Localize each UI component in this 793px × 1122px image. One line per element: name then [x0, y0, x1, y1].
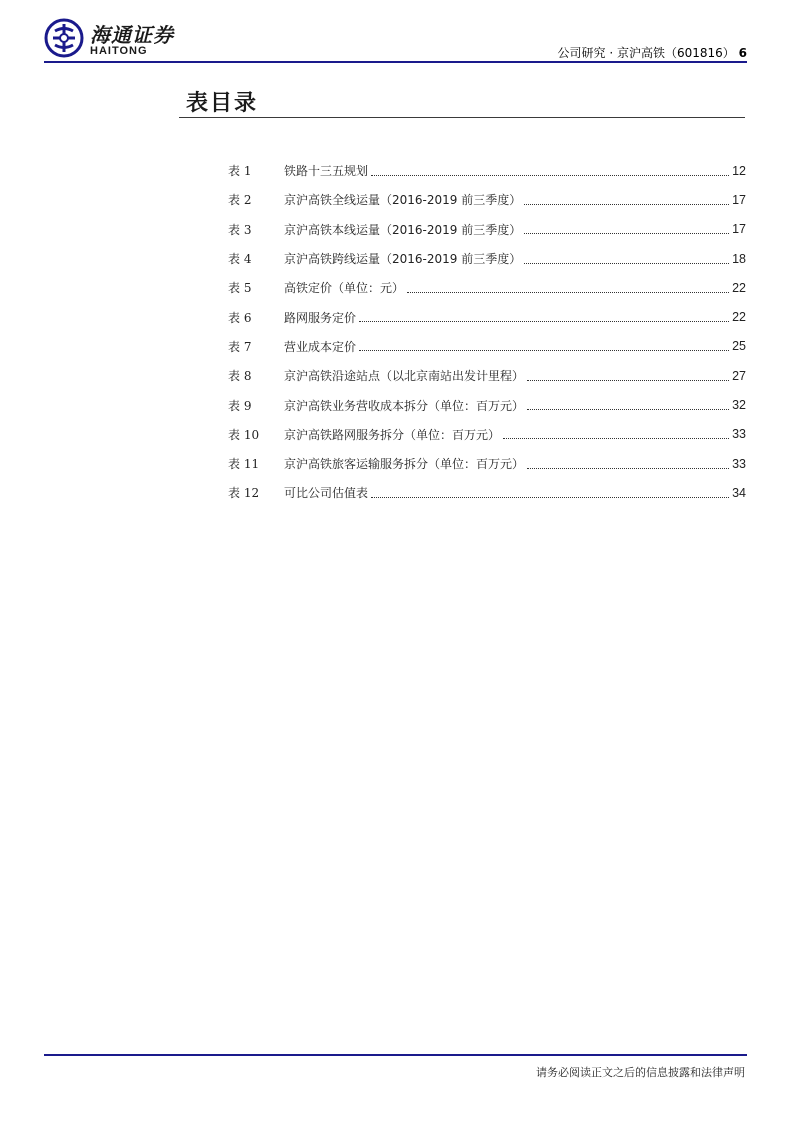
table-of-tables	[228, 156, 746, 508]
toc-dot-leader	[527, 371, 729, 381]
toc-entry[interactable]	[228, 361, 746, 390]
haitong-logo-icon	[44, 18, 84, 58]
toc-dot-leader	[524, 195, 729, 205]
toc-entry-title: 京沪高铁跨线运量（2016-2019 前三季度）	[284, 252, 522, 267]
toc-entry-label: 表 1	[228, 164, 252, 179]
toc-entry-page: 33	[732, 427, 746, 442]
toc-entry-title: 高铁定价（单位：元）	[284, 281, 405, 296]
header-divider	[44, 61, 747, 63]
page-number: 6	[738, 46, 747, 60]
toc-entry[interactable]	[228, 302, 746, 331]
toc-dot-leader	[371, 488, 729, 498]
toc-entry[interactable]	[228, 478, 746, 507]
toc-dot-leader	[371, 166, 729, 176]
toc-dot-leader	[527, 400, 729, 410]
toc-entry[interactable]	[228, 332, 746, 361]
toc-entry-label: 表 4	[228, 252, 252, 267]
toc-entry-title: 铁路十三五规划	[284, 164, 369, 179]
toc-entry[interactable]	[228, 215, 746, 244]
toc-entry-label: 表 10	[228, 427, 260, 442]
toc-entry-title: 京沪高铁路网服务拆分（单位：百万元）	[284, 427, 501, 442]
toc-dot-leader	[524, 254, 729, 264]
toc-entry[interactable]	[228, 244, 746, 273]
toc-entry[interactable]	[228, 390, 746, 419]
toc-entry-page: 17	[732, 192, 746, 207]
toc-entry-label: 表 6	[228, 310, 252, 325]
toc-dot-leader	[527, 459, 729, 469]
logo-chinese-name: 海通证券	[90, 23, 174, 47]
report-info: 公司研究 · 京沪高铁（601816）	[557, 46, 735, 60]
toc-dot-leader	[407, 283, 729, 293]
toc-entry-title: 京沪高铁沿途站点（以北京南站出发计里程）	[284, 369, 525, 384]
toc-entry[interactable]	[228, 449, 746, 478]
haitong-logo	[44, 18, 184, 60]
toc-entry-title: 京沪高铁旅客运输服务拆分（单位：百万元）	[284, 457, 525, 472]
toc-entry-title: 京沪高铁全线运量（2016-2019 前三季度）	[284, 193, 522, 208]
toc-entry-label: 表 12	[228, 486, 260, 501]
toc-entry-page: 33	[732, 456, 746, 471]
toc-entry-label: 表 2	[228, 193, 252, 208]
toc-entry-label: 表 5	[228, 281, 252, 296]
toc-entry[interactable]	[228, 273, 746, 302]
toc-dot-leader	[503, 429, 729, 439]
toc-entry-label: 表 8	[228, 369, 252, 384]
toc-entry-title: 营业成本定价	[284, 339, 357, 354]
toc-entry[interactable]	[228, 420, 746, 449]
footer-disclaimer: 请务必阅读正文之后的信息披露和法律声明	[536, 1066, 745, 1079]
toc-entry[interactable]	[228, 185, 746, 214]
toc-entry-title: 京沪高铁本线运量（2016-2019 前三季度）	[284, 222, 522, 237]
toc-entry-label: 表 7	[228, 339, 252, 354]
toc-entry-page: 17	[732, 222, 746, 237]
toc-entry-label: 表 11	[228, 457, 260, 472]
toc-entry-page: 12	[732, 163, 746, 178]
toc-entry-title: 可比公司估值表	[284, 486, 369, 501]
header-report-info	[558, 44, 747, 61]
toc-entry-title: 京沪高铁业务营收成本拆分（单位：百万元）	[284, 398, 525, 413]
toc-entry-label: 表 3	[228, 222, 252, 237]
toc-entry-page: 32	[732, 398, 746, 413]
toc-entry-page: 25	[732, 339, 746, 354]
footer-divider	[44, 1054, 747, 1056]
toc-dot-leader	[359, 312, 729, 322]
title-underline	[179, 117, 745, 118]
toc-entry-page: 18	[732, 251, 746, 266]
toc-entry-page: 22	[732, 280, 746, 295]
toc-entry-page: 22	[732, 310, 746, 325]
toc-entry-title: 路网服务定价	[284, 310, 357, 325]
page-title: 表目录	[186, 90, 259, 116]
toc-dot-leader	[359, 341, 729, 351]
toc-entry-page: 34	[732, 485, 746, 500]
toc-dot-leader	[524, 224, 729, 234]
toc-entry-label: 表 9	[228, 398, 252, 413]
logo-english-name: HAITONG	[90, 45, 148, 57]
toc-entry-page: 27	[732, 368, 746, 383]
toc-entry[interactable]	[228, 156, 746, 185]
